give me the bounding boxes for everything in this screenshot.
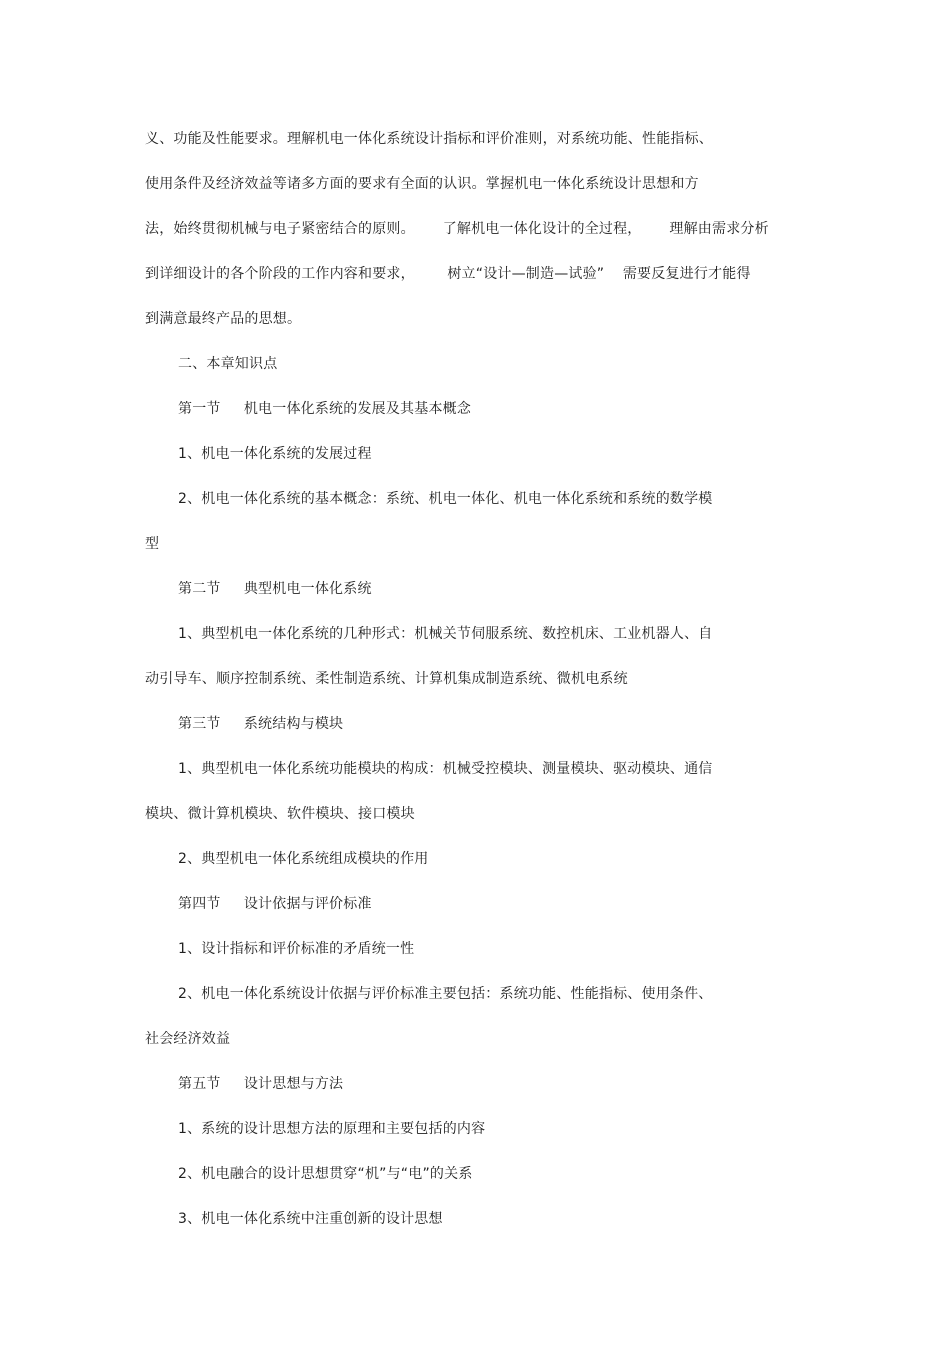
section-2-item-1: 1、典型机电一体化系统的几种形式：机械关节伺服系统、数控机床、工业机器人、自 [178, 626, 713, 642]
section-5-item-1: 1、系统的设计思想方法的原理和主要包括的内容 [178, 1121, 486, 1137]
section-1-title: 第一节 机电一体化系统的发展及其基本概念 [178, 401, 472, 417]
section-5-title: 第五节 设计思想与方法 [178, 1076, 344, 1092]
section-2-title: 第二节 典型机电一体化系统 [178, 581, 372, 597]
section-4-item-1: 1、设计指标和评价标准的矛盾统一性 [178, 941, 415, 957]
intro-line-1: 义、功能及性能要求。理解机电一体化系统设计指标和评价准则，对系统功能、性能指标、 [145, 131, 713, 147]
intro-line-4: 到详细设计的各个阶段的工作内容和要求， 树立“设计—制造—试验” 需要反复进行才能得 [145, 266, 751, 282]
section-3-item-1: 1、典型机电一体化系统功能模块的构成：机械受控模块、测量模块、驱动模块、通信 [178, 761, 713, 777]
knowledge-heading: 二、本章知识点 [178, 356, 278, 372]
section-1-item-1: 1、机电一体化系统的发展过程 [178, 446, 372, 462]
section-5-item-3: 3、机电一体化系统中注重创新的设计思想 [178, 1211, 443, 1227]
section-3-item-2: 2、典型机电一体化系统组成模块的作用 [178, 851, 429, 867]
section-3-title: 第三节 系统结构与模块 [178, 716, 344, 732]
section-4-item-2-cont: 社会经济效益 [145, 1031, 231, 1047]
section-4-item-2: 2、机电一体化系统设计依据与评价标准主要包括：系统功能、性能指标、使用条件、 [178, 986, 713, 1002]
section-4-title: 第四节 设计依据与评价标准 [178, 896, 372, 912]
section-5-item-2: 2、机电融合的设计思想贯穿“机”与“电”的关系 [178, 1166, 473, 1182]
intro-line-5: 到满意最终产品的思想。 [145, 311, 302, 327]
section-2-item-1-cont: 动引导车、顺序控制系统、柔性制造系统、计算机集成制造系统、微机电系统 [145, 671, 628, 687]
section-1-item-2: 2、机电一体化系统的基本概念：系统、机电一体化、机电一体化系统和系统的数学模 [178, 491, 713, 507]
section-3-item-1-cont: 模块、微计算机模块、软件模块、接口模块 [145, 806, 415, 822]
intro-line-3: 法，始终贯彻机械与电子紧密结合的原则。 了解机电一体化设计的全过程， 理解由需求分析 [145, 221, 769, 237]
intro-line-2: 使用条件及经济效益等诸多方面的要求有全面的认识。掌握机电一体化系统设计思想和方 [145, 176, 699, 192]
section-1-item-2-cont: 型 [145, 536, 160, 552]
